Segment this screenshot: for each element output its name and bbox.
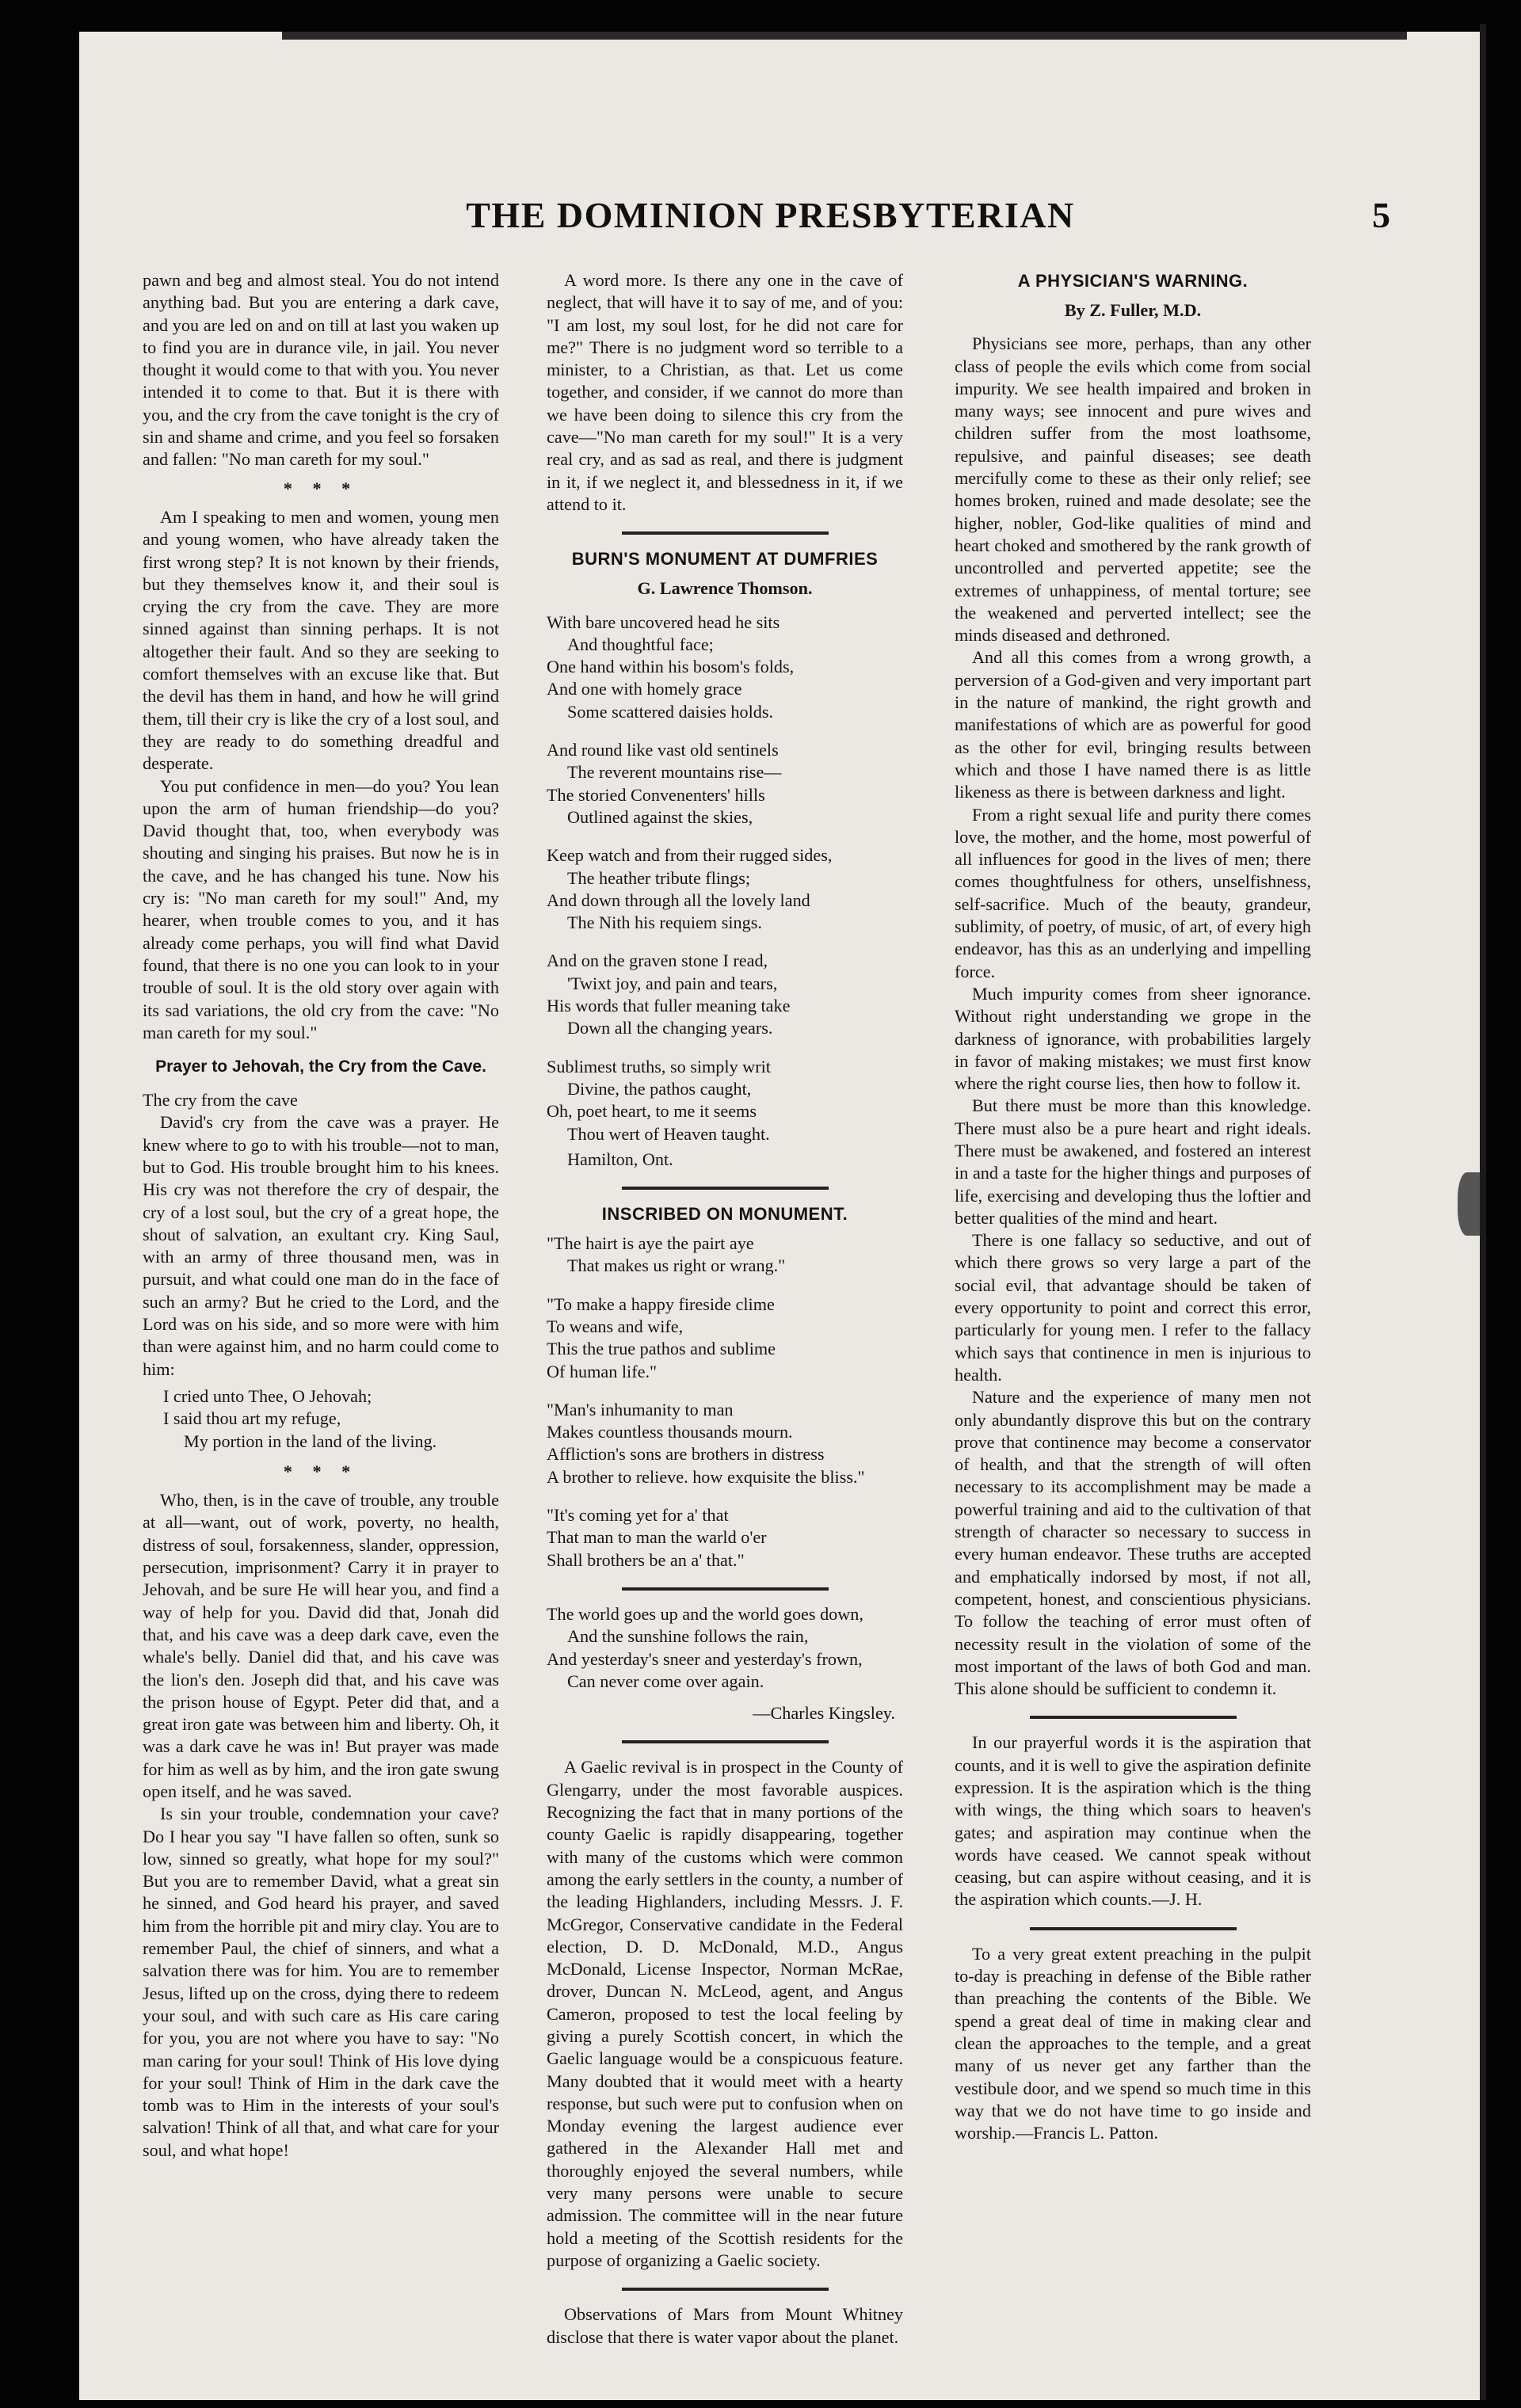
article-headline: BURN'S MONUMENT AT DUMFRIES — [571, 549, 879, 570]
poem-line: 'Twixt joy, and pain and tears, — [567, 973, 778, 993]
masthead — [127, 194, 1414, 257]
divider — [622, 1740, 829, 1743]
poem-line: Of human life." — [547, 1361, 658, 1381]
poem-line: "The hairt is aye the pairt aye — [547, 1233, 754, 1254]
column-2 — [547, 269, 903, 2349]
column-3 — [955, 269, 1311, 2144]
poem-stanza — [547, 844, 903, 934]
poem-line: Thou wert of Heaven taught. — [567, 1123, 770, 1144]
scan-edge — [1480, 24, 1486, 2400]
page-number: 5 — [1372, 195, 1390, 235]
divider — [622, 2288, 829, 2291]
paragraph: Much impurity comes from sheer ignorance. Without right understanding we grope in the darkness of ignorance, with probabilities largely in favor of making mistakes; we must first know where the right course lies, then how to follow it. — [955, 983, 1311, 1094]
paragraph: A word more. Is there any one in the cave of neglect, that will have it to say of me, and of you: "I am lost, my soul lost, for he did not care for me?" There is no judgment word so terrible to a minister, to a Christian, as that. Let us come together, and consider, if we cannot do more than we have been doing to silence this cry from the cave—"No man careth for my soul!" It is a very real cry, and as sad as real, and there is judgment in it, if we neglect it, and blessedness in it, if we attend to it. — [547, 270, 903, 514]
poem-line: Can never come over again. — [567, 1671, 764, 1691]
poem-stanza — [547, 612, 903, 723]
divider — [1030, 1716, 1237, 1719]
poem-line: Divine, the pathos caught, — [567, 1078, 752, 1099]
article-headline: INSCRIBED ON MONUMENT. — [601, 1204, 848, 1225]
paragraph: Physicians see more, perhaps, than any other class of people the evils which come from social impurity. We see health impaired and broken in many ways; see innocent and pure wives and children suffer from the most loathsome, repulsive, and painful diseases; see death mercifully come to these as their only relief; see homes broken, ruined and made desolate; see the higher, nobler, God-like qualities of mind and heart choked and smothered by the rank growth of uncontrolled and perverted appetite; see the extremes of unhappiness, of mental torture; see the weakened and perverted intellect; see the minds diseased and dethroned. — [955, 333, 1311, 646]
page-tear-mark — [1458, 1172, 1481, 1236]
verse-line: I cried unto Thee, O Jehovah; — [163, 1385, 372, 1406]
verse-line: My portion in the land of the living. — [184, 1431, 437, 1451]
section-stars: * * * — [283, 478, 359, 498]
paragraph: Is sin your trouble, condemnation your cave? Do I hear you say "I have fallen so often, sunk so low, sinned so greatly, what hope for my soul?" But you are to remember David, what a great sin he sinned, and God heard his prayer, and saved him from the horrible pit and miry clay. You are to remember Paul, the chief of sinners, and what a salvation there was for him. You are to remember Jesus, lifted up on the cross, dying there to redeem your soul, and with such care as His care caring for you, you are not where you have to say: "No man caring for your soul! Think of His love dying for your soul! Think of Him in the dark cave the tomb was to Him in the interests of your soul's salvation! Think of all that, and what care for your soul, and what hope! — [143, 1804, 499, 2160]
paragraph: In our prayerful words it is the aspiration that counts, and it is well to give the aspiration definite expression. It is the aspiration which is the thing with wings, the thing which soars to heaven's gates; and aspiration may continue when the words have ceased. We cannot speak without ceasing, but can aspire without ceasing, and it is the aspiration which counts.—J. H. — [955, 1732, 1311, 1910]
poem-line: And yesterday's sneer and yesterday's frown, — [547, 1648, 863, 1669]
poem-line: "It's coming yet for a' that — [547, 1505, 729, 1526]
paragraph: From a right sexual life and purity there comes love, the mother, and the home, most powerful of all influences for good in the lives of men; there comes thoughtfulness for others, unselfishness, self-sacrifice. Much of the beauty, grandeur, sublimity, of poetry, of music, of art, of every high endeavor, has this as an underlying and impelling force. — [955, 804, 1311, 981]
paragraph: Nature and the experience of many men not only abundantly disprove this but on the contrary prove that continence may become a conservator of health, and that the strength of will often necessary to its accomplishment may be made a powerful training and aid to the cultivation of that strength of character so necessary to success in every human endeavor. These truths are accepted and emphatically indorsed by most, if not all, competent, honest, and conscientious physicians. To follow the teaching of error must often of necessity result in the violation of some of the most important of the laws of both God and man. This alone should be sufficient to condemn it. — [955, 1387, 1311, 1699]
poem-line: This the true pathos and sublime — [547, 1339, 776, 1359]
poem-line: One hand within his bosom's folds, — [547, 657, 795, 677]
paragraph: You put confidence in men—do you? You lean upon the arm of human friendship—do you? David thought that, too, when everybody was shouting and singing his praises. But now he is in the cave, and he has changed his tune. Now his cry is: "No man careth for my soul!" And, my hearer, when trouble comes to you, and it has already come perhaps, you will find what David found, that there is no one you can look to in your trouble of soul. It is the old story over again with its sad variations, the old cry from the cave: "No man careth for my soul." — [143, 775, 499, 1042]
verse-line: I said thou art my refuge, — [163, 1408, 341, 1429]
poem-line: "Man's inhumanity to man — [547, 1399, 734, 1419]
divider — [622, 1587, 829, 1591]
poem-line: And thoughtful face; — [567, 634, 714, 654]
section-stars: * * * — [283, 1461, 359, 1481]
poem-stanza — [547, 1504, 903, 1572]
poem-stanza — [547, 950, 903, 1039]
poem-line: Oh, poet heart, to me it seems — [547, 1101, 757, 1122]
section-subhead: Prayer to Jehovah, the Cry from the Cave. — [155, 1057, 486, 1076]
poem-stanza — [547, 1233, 903, 1278]
divider — [622, 1187, 829, 1190]
poem-line: Sublimest truths, so simply writ — [547, 1056, 771, 1076]
paragraph: To a very great extent preaching in the pulpit to-day is preaching in defense of the Bible rather than preaching the contents of the Bible. We spend a great deal of time in making clear and clean the approaches to the temple, and a great many of us never get any farther than the vestibule door, and we spend so much time in this way that we do not have time to go inside and worship.—Francis L. Patton. — [955, 1943, 1311, 2143]
page-title: THE DOMINION PRESBYTERIAN — [466, 195, 1075, 235]
psalm-verse — [143, 1385, 499, 1453]
divider — [1030, 1927, 1237, 1930]
byline: G. Lawrence Thomson. — [637, 578, 813, 599]
poem-line: And the sunshine follows the rain, — [567, 1626, 809, 1647]
poem-line: The heather tribute flings; — [567, 867, 751, 888]
poem-line: The Nith his requiem sings. — [567, 913, 762, 933]
poem-line: Shall brothers be an a' that." — [547, 1549, 745, 1570]
paragraph: There is one fallacy so seductive, and out of which there grows so very large a part of the social evil, that advantage should be taken of every opportunity to point and correct this error, particularly for young men. I refer to the fallacy which says that continence in men is injurious to health. — [955, 1230, 1311, 1385]
poem-line: Keep watch and from their rugged sides, — [547, 845, 833, 866]
poem-line: And on the graven stone I read, — [547, 951, 768, 971]
paragraph: Am I speaking to men and women, young men and young women, who have already taken the first wrong step? It is not known by their friends, but they themselves know it, and their soul is crying the cry from the cave. They are more sinned against than sinning perhaps. It is not altogether their fault. And so they are seeking to comfort themselves with an excuse like that. But the devil has them in hand, and how he will grind them, till their cry is like the cry of a lost soul, and they are ready to do something dreadful and desperate. — [143, 506, 499, 774]
paragraph: Who, then, is in the cave of trouble, any trouble at all—want, out of work, poverty, no health, distress of soul, forsakenness, slander, oppression, persecution, imprisonment? Carry it in prayer to Jehovah, and be sure He will hear you, and find a way of help for you. David did that, Jonah did that, and his cave was a deep dark cave, even the whale's belly. Daniel did that, and his cave was the lion's den. Joseph did that, and his cave was the prison house of Egypt. Peter did that, and a great iron gate was between him and liberty. Oh, it was a dark cave he was in! But prayer was made for him as well as by him, and the iron gate swung open itself, and he was saved. — [143, 1490, 499, 1801]
poem-line: Affliction's sons are brothers in distress — [547, 1444, 825, 1465]
paragraph: The cry from the cave — [143, 1090, 298, 1111]
poem-line: Makes countless thousands mourn. — [547, 1422, 793, 1442]
poem-attribution: —Charles Kingsley. — [753, 1703, 895, 1724]
poem-line: His words that fuller meaning take — [547, 996, 791, 1016]
poem-line: The world goes up and the world goes down, — [547, 1603, 863, 1624]
poem-stanza — [547, 1399, 903, 1488]
poem-stanza — [547, 1294, 903, 1383]
poem-line: Outlined against the skies, — [567, 806, 753, 827]
poem-line: A brother to relieve. how exquisite the bliss." — [547, 1466, 865, 1487]
paragraph: David's cry from the cave was a prayer. He knew where to go to with his trouble—not to man, but to God. His trouble brought him to his knees. His cry was not therefore the cry of despair, the cry of a lost soul, but the cry of a great hope, the shout of salvation, an exultant cry. King Saul, with an army of three thousand men, was in pursuit, and what could one man do in the face of such an army? But he cried to the Lord, and the Lord was on his side, and so more were with him than were against him, and no harm could come to him: — [143, 1112, 499, 1379]
divider — [622, 532, 829, 535]
paragraph: A Gaelic revival is in prospect in the County of Glengarry, under the most favorable auspices. Recognizing the fact that in many portions of the county Gaelic is rapidly disappearing, together with many of the customs which were common among the early settlers in the county, a number of the leading Highlanders, including Messrs. J. F. McGregor, Conservative candidate in the Federal election, D. D. McDonald, M.D., Angus McDonald, License Inspector, Norman McRae, drover, Duncan N. McLeod, agent, and Angus Cameron, proposed to test the local feeling by giving a purely Scottish concert, in which the Gaelic language would be a conspicuous feature. Many doubted that it would meet with a hearty response, but such were put to confusion when on Monday evening the largest audience ever gathered in the Alexander Hall met and thoroughly enjoyed the several numbers, while very many persons were unable to secure admission. The committee will in the near future hold a meeting of the Scottish residents for the purpose of organizing a Gaelic society. — [547, 1757, 903, 2270]
poem-line: And round like vast old sentinels — [547, 740, 779, 760]
poem-line: To weans and wife, — [547, 1316, 684, 1336]
top-rule — [282, 32, 1407, 40]
page-content — [127, 32, 1414, 2400]
poem-line: Down all the changing years. — [567, 1018, 773, 1038]
paragraph: Observations of Mars from Mount Whitney disclose that there is water vapor about the planet. — [547, 2304, 903, 2347]
poem-line: Some scattered daisies holds. — [567, 701, 774, 722]
paragraph: And all this comes from a wrong growth, a perversion of a God-given and very important part in the nature of mankind, the right growth and manifestations of which are as powerful for good as the other for evil, bringing results between which and those I have named there is as little likeness as there is between darkness and light. — [955, 647, 1311, 802]
paragraph: But there must be more than this knowledge. There must also be a pure heart and right ideals. There must be awakened, and fostered an interest in and a taste for the higher things and purposes of life, exercising and developing thus the loftier and better qualities of the mind and heart. — [955, 1095, 1311, 1228]
poem-stanza — [547, 1603, 903, 1693]
poem-line: And down through all the lovely land — [547, 890, 810, 910]
poem-stanza — [547, 739, 903, 829]
newspaper-page — [79, 32, 1481, 2400]
poem-line: "To make a happy fireside clime — [547, 1294, 775, 1314]
byline: By Z. Fuller, M.D. — [1064, 300, 1202, 320]
poem-stanza — [547, 1056, 903, 1145]
poem-line: The storied Convenenters' hills — [547, 784, 765, 805]
poem-place: Hamilton, Ont. — [567, 1149, 673, 1169]
poem-line: The reverent mountains rise— — [567, 762, 782, 783]
poem-line: And one with homely grace — [547, 679, 742, 699]
paragraph: pawn and beg and almost steal. You do not intend anything bad. But you are entering a dark cave, and you are led on and on till at last you waken up to find you are in durance vile, in jail. You never thought it would come to that with you. You never intended it to come to that. But it is there with you, and the cry from the cave tonight is the cry of sin and shame and crime, and you feel so forsaken and fallen: "No man careth for my soul." — [143, 270, 499, 470]
poem-line: That makes us right or wrang." — [567, 1255, 786, 1276]
poem-line: That man to man the warld o'er — [547, 1527, 767, 1548]
column-1 — [143, 269, 499, 2162]
poem-line: With bare uncovered head he sits — [547, 612, 780, 632]
article-headline: A PHYSICIAN'S WARNING. — [1017, 271, 1248, 291]
